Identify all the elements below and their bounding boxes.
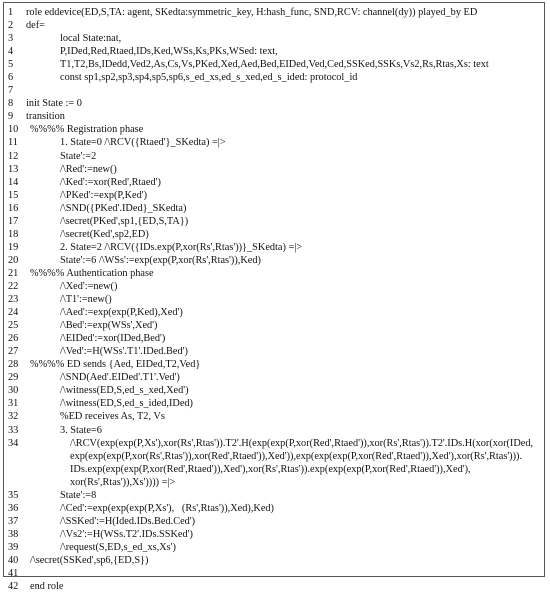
line-number: 2 xyxy=(8,20,14,32)
line-number: 24 xyxy=(8,307,19,319)
code-line xyxy=(4,123,544,136)
line-number: 27 xyxy=(8,346,19,358)
line-text: const sp1,sp2,sp3,sp4,sp5,sp6,s_ed_xs,ed_s_xed,ed_s_ided: protocol_id xyxy=(60,72,358,84)
code-line xyxy=(4,84,544,97)
code-line xyxy=(4,554,544,567)
line-number: 23 xyxy=(8,294,19,306)
code-line xyxy=(4,228,544,241)
code-line xyxy=(4,528,544,541)
line-text: /\Red':=new() xyxy=(60,163,117,175)
line-number: 29 xyxy=(8,372,19,384)
line-number: 19 xyxy=(8,241,19,253)
line-number: 22 xyxy=(8,280,19,292)
code-line xyxy=(4,136,544,149)
line-number: 37 xyxy=(8,515,19,527)
code-line xyxy=(4,345,544,358)
line-text: def= xyxy=(26,20,45,32)
line-number: 1 xyxy=(8,7,14,18)
code-line xyxy=(4,410,544,423)
line-text: init State := 0 xyxy=(26,98,82,110)
line-text: /\SND(Aed'.EIDed'.T1'.Ved') xyxy=(60,372,180,384)
line-text: /\request(S,ED,s_ed_xs,Xs') xyxy=(60,541,176,553)
code-line xyxy=(4,150,544,163)
line-text: 1. State=0 /\RCV({Rtaed'}_SKedta) =|> xyxy=(60,137,226,149)
line-number: 4 xyxy=(8,46,14,58)
line-text: /\witness(ED,S,ed_s_xed,Xed') xyxy=(60,385,189,397)
line-text: %%%% Authentication phase xyxy=(30,267,154,279)
line-number: 7 xyxy=(8,85,14,97)
code-line xyxy=(4,202,544,215)
line-text: role eddevice(ED,S,TA: agent, SKedta:symmetric_key, H:hash_func, SND,RCV: channel(dy)) played_by ED xyxy=(26,7,478,18)
line-number: 34 xyxy=(8,437,19,449)
line-text: /\Ked':=xor(Red',Rtaed') xyxy=(60,176,161,188)
line-text: P,IDed,Red,Rtaed,IDs,Ked,WSs,Ks,PKs,WSed: text, xyxy=(60,46,278,58)
line-text: /\PKed':=exp(P,Ked') xyxy=(60,189,148,201)
code-line xyxy=(4,6,544,19)
line-text: end role xyxy=(30,581,64,593)
code-line xyxy=(4,306,544,319)
code-line xyxy=(4,110,544,123)
line-number: 32 xyxy=(8,411,19,423)
line-text: 2. State=2 /\RCV({IDs.exp(P,xor(Rs',Rtas'))}_SKedta) =|> xyxy=(60,241,303,253)
line-number: 13 xyxy=(8,163,19,175)
line-text: %ED receives As, T2, Vs xyxy=(60,411,165,423)
line-text: /\Vs2':=H(WSs.T2'.IDs.SSKed') xyxy=(60,528,193,540)
line-number: 5 xyxy=(8,59,14,71)
line-number: 36 xyxy=(8,502,19,514)
line-number: 6 xyxy=(8,72,14,84)
line-text: /\Aed':=exp(exp(P,Ked),Xed') xyxy=(60,307,183,319)
line-number: 15 xyxy=(8,189,19,201)
line-text: transition xyxy=(26,111,65,123)
line-text: /\RCV(exp(exp(P,Xs'),xor(Rs',Rtas')).T2'.H(exp(exp(P,xor(Red',Rtaed')),xor(Rs',Rtas')).T2'.IDs.H(xor(xor(IDed, exp(exp(exp(P,xor(Rs',Rtas')),xor(Red',Rtaed')),Xed')),exp(exp(exp(P,xor(Red',Rtaed')),Xed'),xor(Rs',Rtas'))). IDs.exp(exp(exp(P,xor(Red',Rtaed')),Xed'),xor(Rs',Rtas')).exp(exp(exp(P,xor(Red',Rtaed')),Xed'), xor(Rs',Rtas')),Xs')))) =|> xyxy=(70,437,534,488)
line-text: local State:nat, xyxy=(60,33,122,45)
line-text: /\secret(PKed',sp1,{ED,S,TA}) xyxy=(60,215,189,227)
line-number: 18 xyxy=(8,228,19,240)
line-text: /\Ved':=H(WSs'.T1'.IDed.Bed') xyxy=(60,346,188,358)
code-line xyxy=(4,515,544,528)
line-number: 26 xyxy=(8,333,19,345)
code-line xyxy=(4,502,544,515)
line-number: 38 xyxy=(8,528,19,540)
line-number: 41 xyxy=(8,568,19,580)
line-text: /\secret(Ked',sp2,ED) xyxy=(60,228,149,240)
line-number: 20 xyxy=(8,254,19,266)
line-text: /\Bed':=exp(WSs',Xed') xyxy=(60,320,158,332)
line-number: 10 xyxy=(8,124,19,136)
line-text: /\secret(SSKed',sp6,{ED,S}) xyxy=(30,554,149,566)
line-text: /\EIDed':=xor(IDed,Bed') xyxy=(60,333,166,345)
code-line xyxy=(4,189,544,202)
code-line xyxy=(4,97,544,110)
line-number: 28 xyxy=(8,359,19,371)
code-line xyxy=(4,280,544,293)
code-line xyxy=(4,241,544,254)
line-number: 40 xyxy=(8,554,19,566)
code-line xyxy=(4,176,544,189)
line-number: 25 xyxy=(8,320,19,332)
code-line xyxy=(4,397,544,410)
code-line xyxy=(4,45,544,58)
code-line xyxy=(4,319,544,332)
line-text: %%%% ED sends {Aed, EIDed,T2,Ved} xyxy=(30,359,201,371)
code-line xyxy=(4,437,544,489)
line-number: 42 xyxy=(8,581,19,593)
code-line xyxy=(4,384,544,397)
line-text: /\witness(ED,S,ed_s_ided,IDed) xyxy=(60,398,193,410)
line-text: /\SND({PKed'.IDed}_SKedta) xyxy=(60,202,187,214)
code-line xyxy=(4,358,544,371)
code-line xyxy=(4,541,544,554)
line-text: /\SSKed':=H(Ided.IDs.Bed.Ced') xyxy=(60,515,196,527)
code-line xyxy=(4,580,544,593)
line-text: /\T1':=new() xyxy=(60,294,112,306)
line-number: 9 xyxy=(8,111,14,123)
line-number: 17 xyxy=(8,215,19,227)
code-line xyxy=(4,567,544,580)
line-text: State':=8 xyxy=(60,489,97,501)
line-number: 21 xyxy=(8,267,19,279)
line-text: %%%% Registration phase xyxy=(30,124,144,136)
line-number: 30 xyxy=(8,385,19,397)
code-listing xyxy=(4,6,544,593)
line-text: /\Ced':=exp(exp(exp(P,Xs'), (Rs',Rtas')),Xed),Ked) xyxy=(60,502,274,514)
line-number: 3 xyxy=(8,33,14,45)
line-number: 35 xyxy=(8,489,19,501)
code-line xyxy=(4,267,544,280)
code-line xyxy=(4,371,544,384)
line-text: 3. State=6 xyxy=(60,424,102,436)
line-text: T1,T2,Bs,IDedd,Ved2,As,Cs,Vs,PKed,Xed,Aed,Bed,EIDed,Ved,Ced,SSKed,SSKs,Vs2,Rs,Rtas,Xs: text xyxy=(60,59,489,71)
line-number: 8 xyxy=(8,98,14,110)
code-line xyxy=(4,19,544,32)
line-number: 31 xyxy=(8,398,19,410)
code-line xyxy=(4,489,544,502)
code-line xyxy=(4,215,544,228)
line-text: State':=2 xyxy=(60,150,97,162)
code-line xyxy=(4,254,544,267)
code-line xyxy=(4,163,544,176)
code-line xyxy=(4,293,544,306)
line-text: /\Xed':=new() xyxy=(60,280,118,292)
code-frame xyxy=(3,2,545,593)
code-line xyxy=(4,58,544,71)
line-text: State':=6 /\WSs':=exp(exp(P,xor(Rs',Rtas')),Ked) xyxy=(60,254,261,266)
code-line xyxy=(4,32,544,45)
line-number: 12 xyxy=(8,150,19,162)
code-line xyxy=(4,71,544,84)
line-number: 11 xyxy=(8,137,18,149)
line-number: 33 xyxy=(8,424,19,436)
code-line xyxy=(4,424,544,437)
line-number: 16 xyxy=(8,202,19,214)
line-number: 14 xyxy=(8,176,19,188)
line-number: 39 xyxy=(8,541,19,553)
code-line xyxy=(4,332,544,345)
